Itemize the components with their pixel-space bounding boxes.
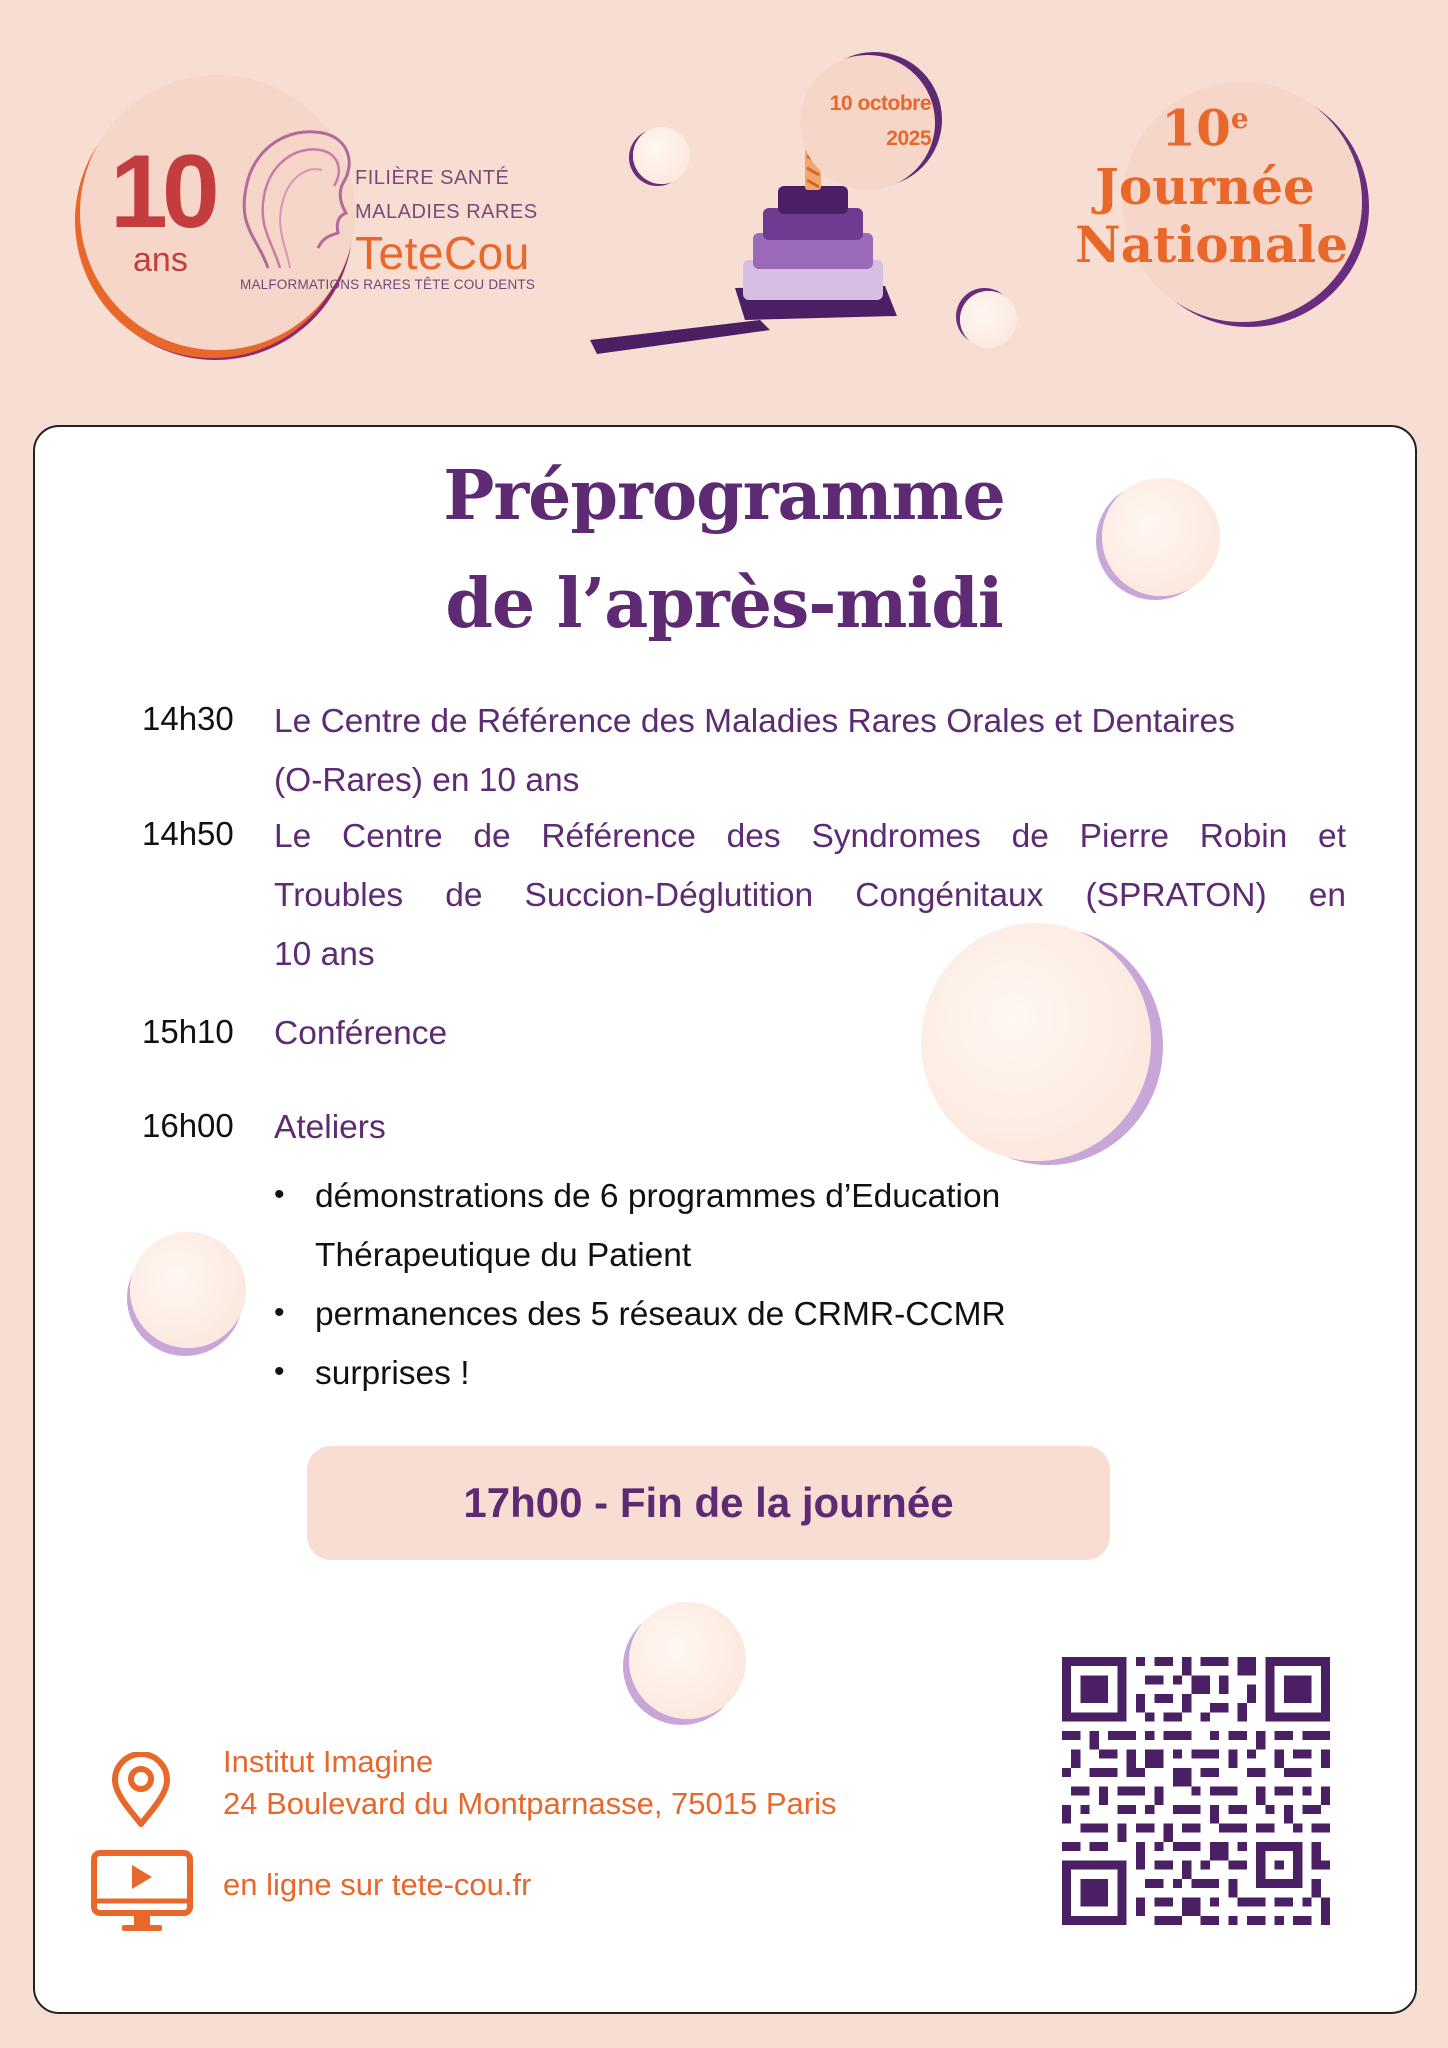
decorative-bubble xyxy=(629,1602,746,1719)
desc-line: 10 ans xyxy=(274,936,375,973)
bullet-dot: • xyxy=(274,1296,285,1329)
anniversary-unit: ans xyxy=(133,241,188,279)
brand-name: TeteCou xyxy=(355,227,530,279)
edition-label xyxy=(1075,90,1349,274)
filiere-line-2: MALADIES RARES xyxy=(355,201,538,223)
desc-line: Troubles de Succion-Déglutition Congénitaux (SPRATON) en xyxy=(274,877,1346,914)
event-date-year: 2025 xyxy=(886,127,931,150)
bullet-line: Thérapeutique du Patient xyxy=(315,1237,692,1274)
bullet-item: permanences des 5 réseaux de CRMR-CCMR xyxy=(315,1296,1006,1333)
venue-name: Institut Imagine xyxy=(223,1744,434,1779)
edition-line-3: Nationale xyxy=(1075,214,1349,274)
header-banner xyxy=(0,0,1448,420)
qr-code-icon[interactable] xyxy=(1062,1657,1330,1925)
desc-line: Le Centre de Référence des Syndromes de Pierre Robin et xyxy=(274,818,1346,855)
bullet-item xyxy=(315,1167,1000,1285)
program-title-line-1: Préprogramme xyxy=(443,456,1005,536)
decorative-bubble xyxy=(960,291,1017,348)
event-date-day: 10 octobre xyxy=(829,92,931,115)
program-item-desc: Conférence xyxy=(274,1015,448,1052)
filiere-line-1: FILIÈRE SANTÉ xyxy=(355,167,510,189)
venue-street: 24 Boulevard du Montparnasse, 75015 Paris xyxy=(223,1786,837,1821)
desc-line: Le Centre de Référence des Maladies Rares Orales et Dentaires xyxy=(274,703,1235,740)
decorative-bubble xyxy=(130,1232,246,1348)
program-item-desc: Ateliers xyxy=(274,1109,386,1146)
brand-tagline: MALFORMATIONS RARES TÊTE COU DENTS xyxy=(240,277,536,292)
program-title-line-2: de l’après-midi xyxy=(445,564,1003,644)
location-pin-icon xyxy=(110,1752,172,1828)
desc-line: (O-Rares) en 10 ans xyxy=(274,762,580,799)
event-date xyxy=(805,86,931,156)
anniversary-number: 10 xyxy=(110,134,214,250)
time-14h30: 14h30 xyxy=(142,700,234,737)
bullet-dot: • xyxy=(274,1355,285,1388)
head-profile-logo-icon xyxy=(228,118,358,278)
video-screen-icon xyxy=(90,1849,194,1935)
bullet-dot: • xyxy=(274,1178,285,1211)
time-16h00: 16h00 xyxy=(142,1107,234,1144)
edition-number: 10 xyxy=(1161,98,1231,158)
program-item-desc xyxy=(274,692,1346,810)
filiere-label xyxy=(355,161,538,229)
time-14h50: 14h50 xyxy=(142,815,234,852)
bullet-item: surprises ! xyxy=(315,1355,470,1392)
program-item-desc xyxy=(274,807,1346,984)
time-15h10: 15h10 xyxy=(142,1013,234,1050)
edition-line-2: Journée xyxy=(1095,156,1315,216)
edition-suffix: e xyxy=(1230,102,1249,135)
end-of-day-label: 17h00 - Fin de la journée xyxy=(463,1479,954,1526)
edition-number-line xyxy=(1075,90,1335,158)
venue-address xyxy=(223,1741,837,1825)
online-link[interactable]: en ligne sur tete-cou.fr xyxy=(223,1867,532,1902)
bullet-line: démonstrations de 6 programmes d’Education xyxy=(315,1178,1001,1215)
